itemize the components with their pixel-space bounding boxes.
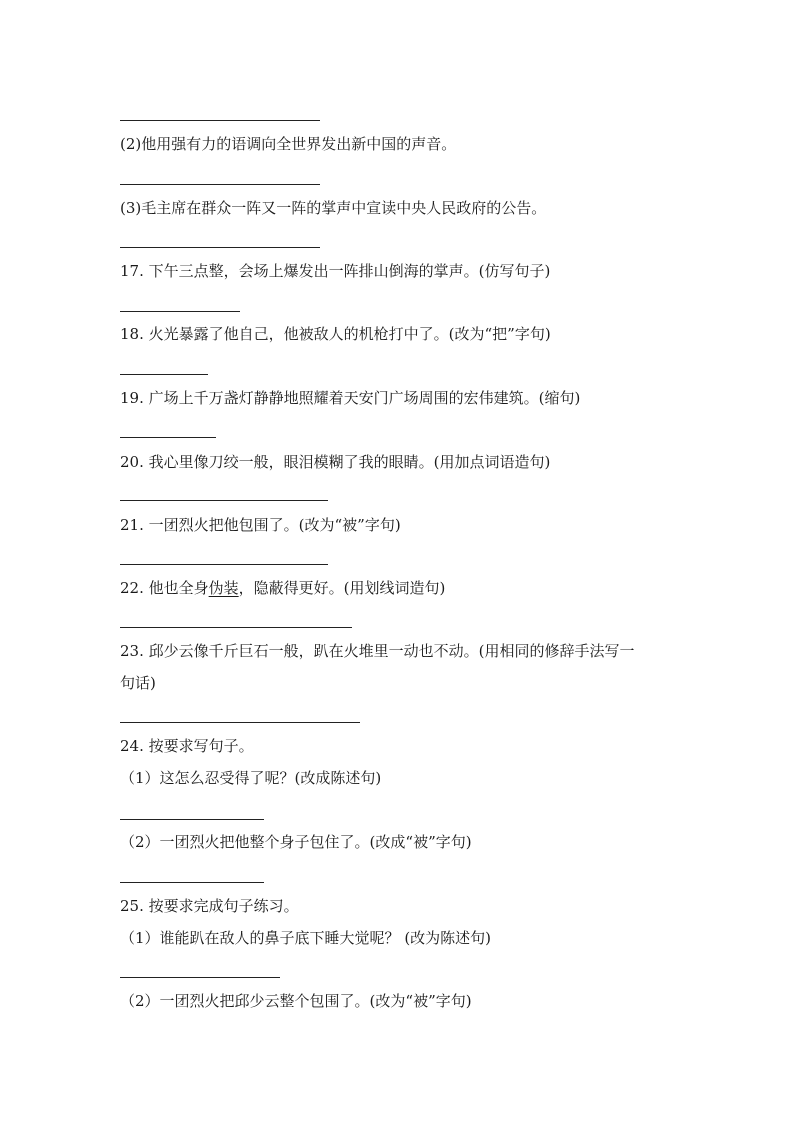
question-25: 25. 按要求完成句子练习。 bbox=[120, 897, 299, 915]
question-24: 24. 按要求写句子。 bbox=[120, 737, 254, 755]
question-25-2: （2）一团烈火把邱少云整个包围了。(改为“被”字句) bbox=[120, 992, 472, 1010]
question-22 bbox=[120, 578, 445, 598]
question-25-1: （1）谁能趴在敌人的鼻子底下睡大觉呢？ (改为陈述句) bbox=[120, 929, 492, 947]
answer-line[interactable] bbox=[120, 627, 352, 628]
question-20: 20. 我心里像刀绞一般，眼泪模糊了我的眼睛。(用加点词语造句) bbox=[120, 453, 551, 471]
underlined-word: 伪装 bbox=[208, 579, 239, 597]
question-21: 21. 一团烈火把他包围了。(改为“被”字句) bbox=[120, 516, 401, 534]
question-18: 18. 火光暴露了他自己，他被敌人的机枪打中了。(改为“把”字句) bbox=[120, 325, 551, 343]
answer-line[interactable] bbox=[120, 184, 320, 185]
question-19: 19. 广场上千万盏灯静静地照耀着天安门广场周围的宏伟建筑。(缩句) bbox=[120, 389, 581, 407]
answer-line[interactable] bbox=[120, 247, 320, 248]
question-22-prefix: 22. 他也全身 bbox=[120, 579, 209, 597]
answer-line[interactable] bbox=[120, 819, 264, 820]
question-16-2: (2)他用强有力的语调向全世界发出新中国的声音。 bbox=[120, 135, 457, 153]
question-24-2: （2）一团烈火把他整个身子包住了。(改成“被”字句) bbox=[120, 833, 472, 851]
answer-line[interactable] bbox=[120, 374, 208, 375]
question-17: 17. 下午三点整，会场上爆发出一阵排山倒海的掌声。(仿写句子) bbox=[120, 262, 551, 280]
answer-line[interactable] bbox=[120, 120, 320, 121]
answer-line[interactable] bbox=[120, 500, 328, 501]
answer-line[interactable] bbox=[120, 437, 216, 438]
answer-line[interactable] bbox=[120, 311, 240, 312]
question-22-suffix: ，隐蔽得更好。(用划线词造句) bbox=[238, 579, 446, 597]
answer-line[interactable] bbox=[120, 564, 328, 565]
question-24-1: （1）这怎么忍受得了呢？(改成陈述句) bbox=[120, 769, 382, 787]
answer-line[interactable] bbox=[120, 882, 264, 883]
question-23-line-2: 句话) bbox=[120, 674, 156, 692]
answer-line[interactable] bbox=[120, 977, 280, 978]
question-16-3: (3)毛主席在群众一阵又一阵的掌声中宣读中央人民政府的公告。 bbox=[120, 199, 547, 217]
question-23-line-1: 23. 邱少云像千斤巨石一般，趴在火堆里一动也不动。(用相同的修辞手法写一 bbox=[120, 642, 635, 660]
answer-line[interactable] bbox=[120, 722, 360, 723]
